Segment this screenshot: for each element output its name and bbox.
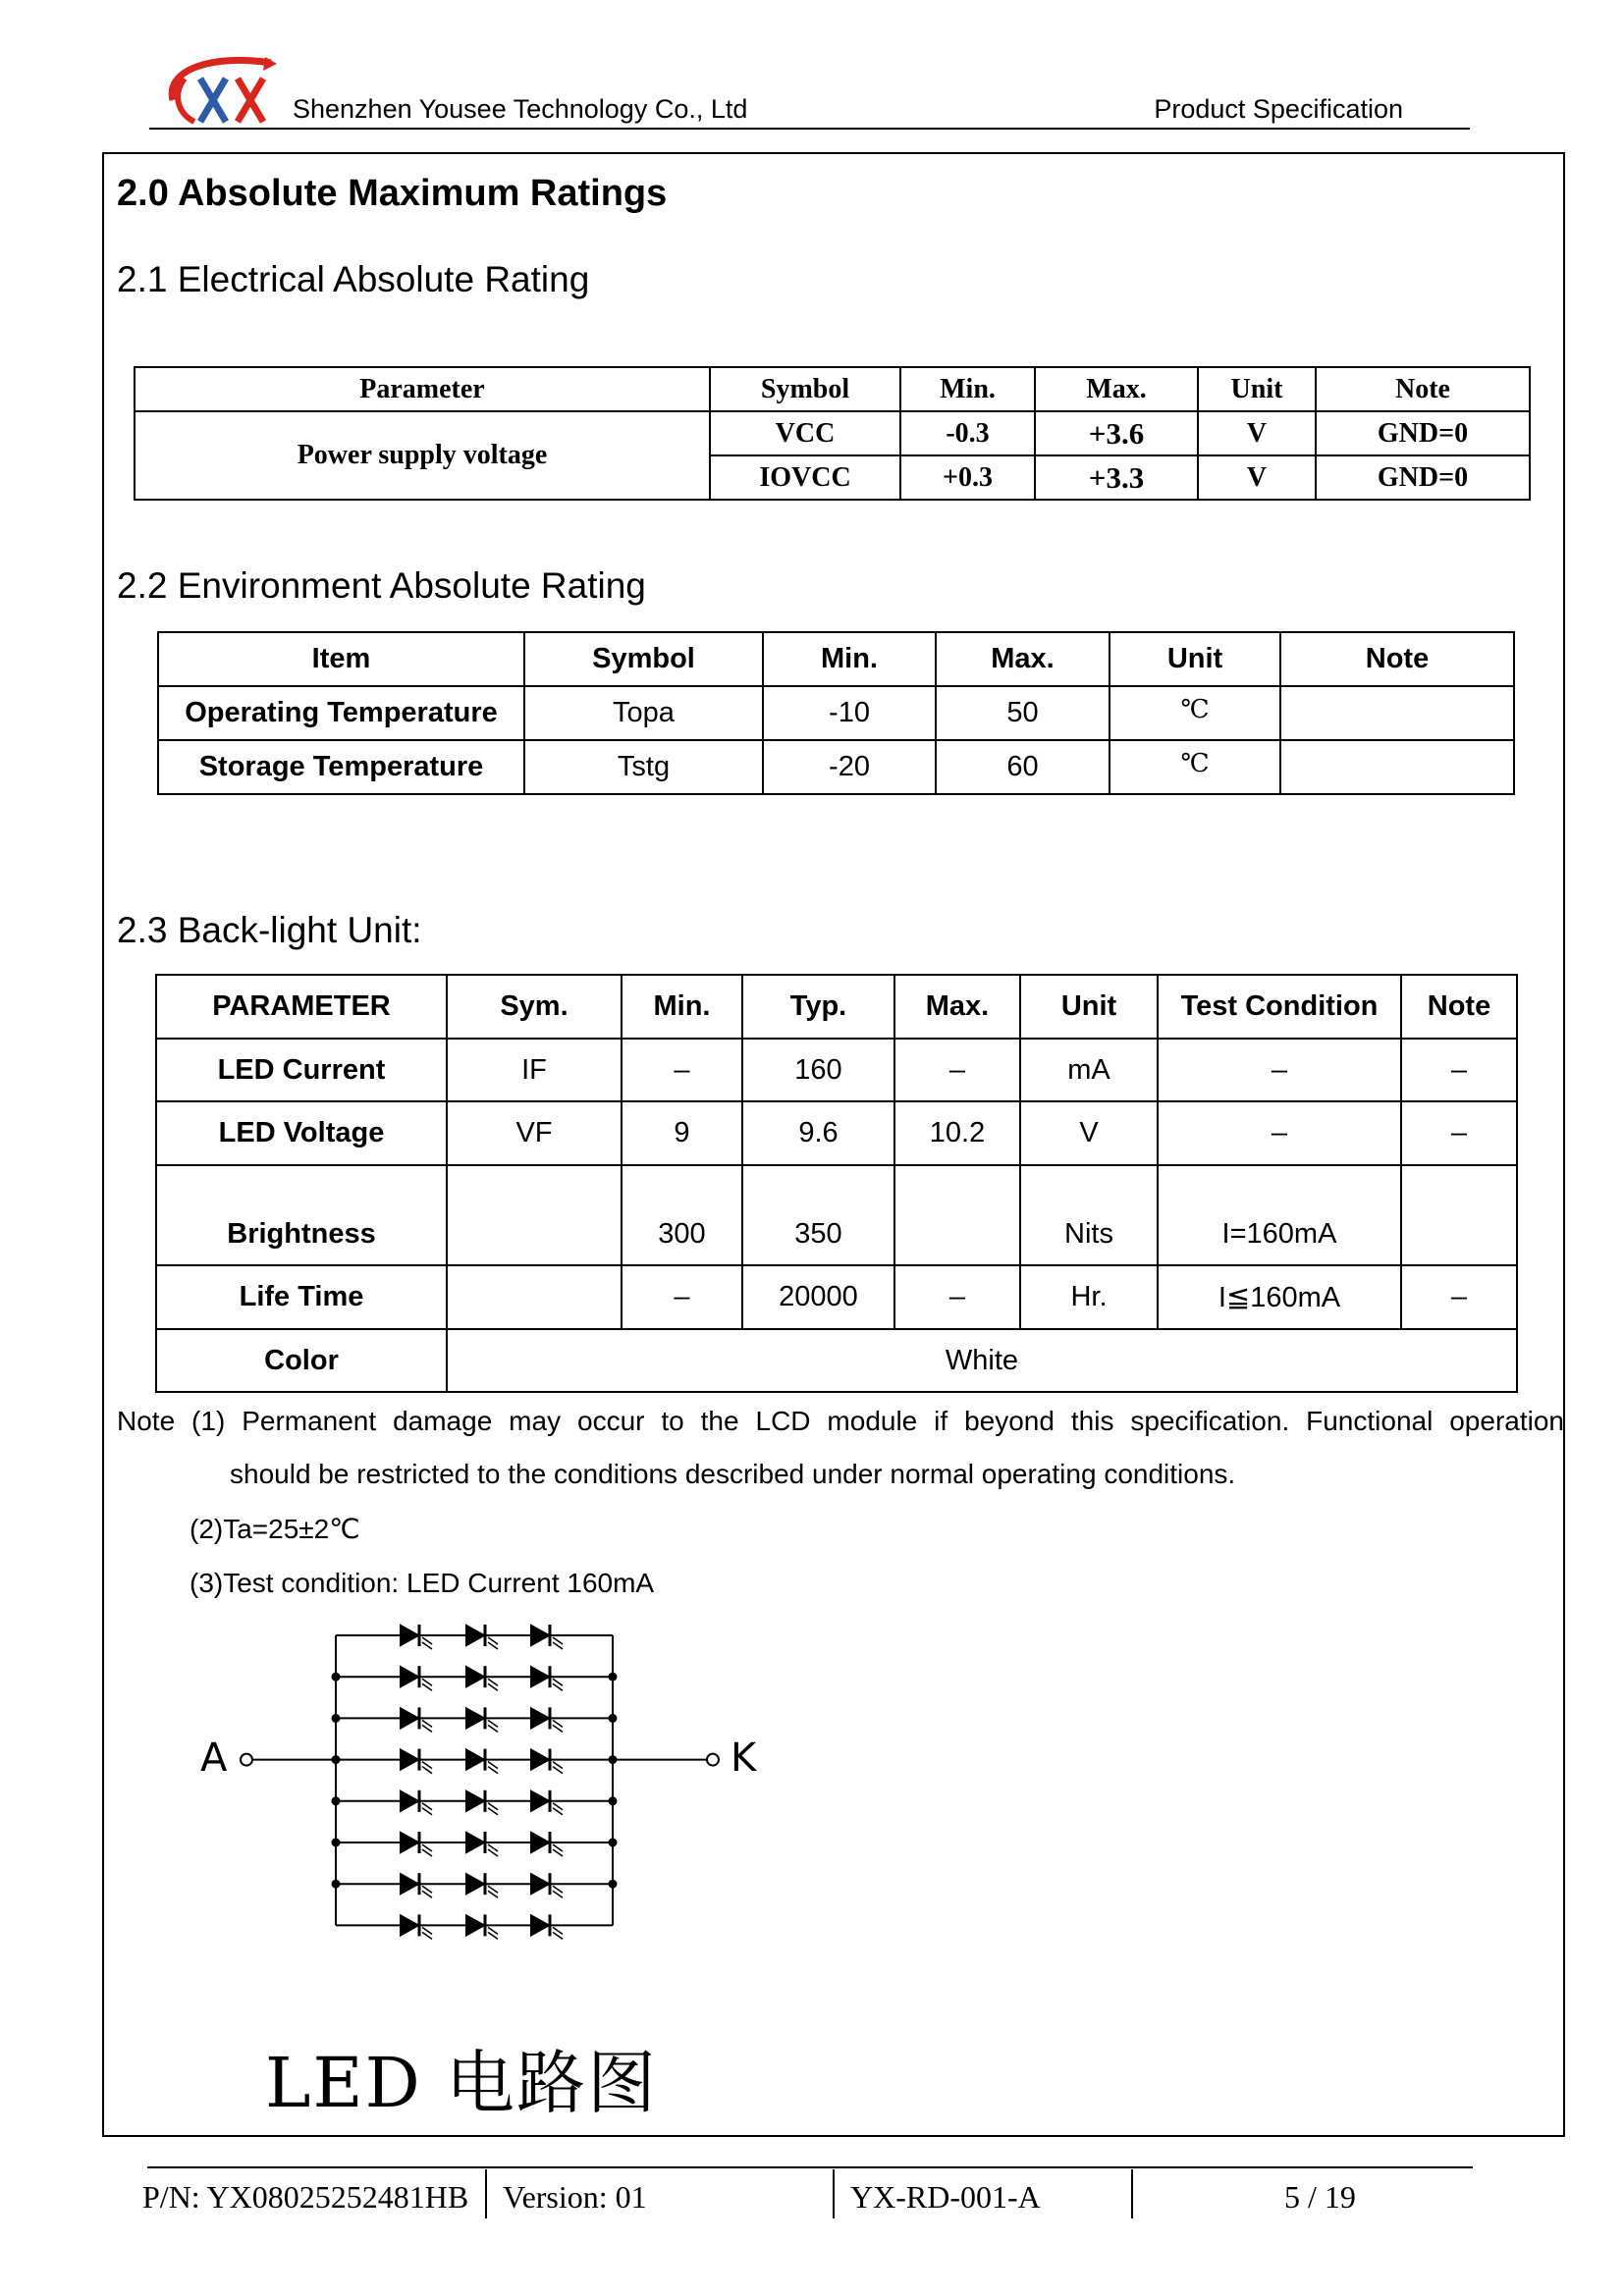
col-header: Unit <box>1110 632 1280 686</box>
col-header: Max. <box>894 975 1020 1039</box>
led-diode-icon <box>401 1874 418 1894</box>
unit-cell: V <box>1020 1101 1158 1165</box>
led-diode-icon <box>531 1915 549 1935</box>
symbol-cell: Topa <box>524 686 763 740</box>
junction-dot <box>610 1715 617 1722</box>
parameter-cell: Power supply voltage <box>135 411 710 500</box>
col-header: Parameter <box>135 367 710 411</box>
note-cell <box>1280 686 1514 740</box>
led-diode-icon <box>466 1750 484 1770</box>
col-header: Test Condition <box>1158 975 1401 1039</box>
junction-dot <box>610 1756 617 1763</box>
table-header-row <box>156 975 1517 1039</box>
table-row <box>156 1101 1517 1165</box>
led-diode-icon <box>401 1667 418 1686</box>
led-diode-icon <box>401 1750 418 1770</box>
anode-terminal <box>241 1754 252 1766</box>
circuit-title: LED 电路图 <box>265 2043 658 2123</box>
col-header: Min. <box>622 975 742 1039</box>
footer-divider <box>147 2166 1473 2168</box>
max-cell: 60 <box>936 740 1110 794</box>
subsection-backlight: 2.3 Back-light Unit: <box>117 910 422 950</box>
junction-dot <box>333 1840 340 1846</box>
col-header: Symbol <box>710 367 900 411</box>
document-type: Product Specification <box>1154 94 1403 124</box>
unit-cell: ℃ <box>1110 686 1280 740</box>
table-row <box>156 1165 1517 1265</box>
symbol-cell: VCC <box>710 411 900 455</box>
unit-cell: mA <box>1020 1039 1158 1101</box>
footer-separator <box>1131 2169 1133 2218</box>
note-cell <box>1280 740 1514 794</box>
min-cell: -10 <box>763 686 936 740</box>
col-header: Note <box>1316 367 1530 411</box>
sym-cell: VF <box>447 1101 622 1165</box>
led-diode-icon <box>531 1667 549 1686</box>
table-row <box>156 1039 1517 1101</box>
min-cell: 300 <box>622 1165 742 1265</box>
junction-dot <box>333 1756 340 1763</box>
led-diode-icon <box>466 1667 484 1686</box>
col-header: Max. <box>1035 367 1198 411</box>
cond-cell: – <box>1158 1039 1401 1101</box>
item-cell: Storage Temperature <box>158 740 524 794</box>
table-header-row <box>158 632 1514 686</box>
led-diode-icon <box>531 1750 549 1770</box>
color-value-cell: White <box>447 1329 1517 1392</box>
min-cell: – <box>622 1265 742 1329</box>
subsection-environment: 2.2 Environment Absolute Rating <box>117 565 646 606</box>
note-cell <box>1401 1165 1517 1265</box>
led-diode-icon <box>466 1874 484 1894</box>
col-header: Symbol <box>524 632 763 686</box>
col-header: Min. <box>763 632 936 686</box>
led-diode-icon <box>531 1708 549 1728</box>
unit-cell: V <box>1198 411 1316 455</box>
table-header-row <box>135 367 1530 411</box>
junction-dot <box>610 1797 617 1804</box>
param-cell: LED Voltage <box>156 1101 447 1165</box>
led-diode-icon <box>401 1626 418 1645</box>
max-cell: – <box>894 1265 1020 1329</box>
max-cell <box>894 1165 1020 1265</box>
max-cell: 10.2 <box>894 1101 1020 1165</box>
backlight-table <box>155 974 1518 1393</box>
param-cell: LED Current <box>156 1039 447 1101</box>
cathode-terminal <box>707 1754 719 1766</box>
col-header: Unit <box>1198 367 1316 411</box>
param-cell: Life Time <box>156 1265 447 1329</box>
junction-dot <box>333 1797 340 1804</box>
company-logo <box>155 49 293 128</box>
table-row <box>156 1265 1517 1329</box>
min-cell: -20 <box>763 740 936 794</box>
table-row <box>135 411 1530 455</box>
max-cell: +3.3 <box>1035 455 1198 500</box>
col-header: Note <box>1401 975 1517 1039</box>
sym-cell: IF <box>447 1039 622 1101</box>
note-cell: – <box>1401 1101 1517 1165</box>
led-diode-icon <box>531 1833 549 1852</box>
led-circuit-diagram <box>192 1620 782 1953</box>
led-diode-icon <box>531 1791 549 1811</box>
junction-dot <box>333 1881 340 1888</box>
note-1-line-1: Note (1) Permanent damage may occur to the LCD module if beyond this specification. Functional operation <box>117 1406 1564 1436</box>
header-divider <box>149 128 1470 130</box>
max-cell: 50 <box>936 686 1110 740</box>
led-diode-icon <box>401 1708 418 1728</box>
electrical-rating-table <box>134 366 1531 501</box>
cond-cell: I≦160mA <box>1158 1265 1401 1329</box>
company-name: Shenzhen Yousee Technology Co., Ltd <box>293 94 748 124</box>
section-title: 2.0 Absolute Maximum Ratings <box>117 173 668 214</box>
min-cell: 9 <box>622 1101 742 1165</box>
environment-rating-table <box>157 631 1515 795</box>
min-cell: +0.3 <box>900 455 1035 500</box>
unit-cell: Hr. <box>1020 1265 1158 1329</box>
led-diode-icon <box>401 1833 418 1852</box>
unit-cell: V <box>1198 455 1316 500</box>
symbol-cell: IOVCC <box>710 455 900 500</box>
typ-cell: 20000 <box>742 1265 894 1329</box>
param-cell: Color <box>156 1329 447 1392</box>
footer-version: Version: 01 <box>503 2179 647 2215</box>
led-diode-icon <box>466 1915 484 1935</box>
footer-page-number: 5 / 19 <box>1284 2179 1356 2215</box>
sym-cell <box>447 1265 622 1329</box>
footer-part-number: P/N: YX08025252481HB <box>142 2179 469 2215</box>
sym-cell <box>447 1165 622 1265</box>
led-diode-icon <box>466 1626 484 1645</box>
junction-dot <box>333 1715 340 1722</box>
col-header: PARAMETER <box>156 975 447 1039</box>
junction-dot <box>333 1674 340 1681</box>
junction-dot <box>610 1840 617 1846</box>
led-diode-icon <box>531 1874 549 1894</box>
col-header: Sym. <box>447 975 622 1039</box>
note-cell: – <box>1401 1265 1517 1329</box>
symbol-cell: Tstg <box>524 740 763 794</box>
col-header: Typ. <box>742 975 894 1039</box>
cathode-label: K <box>731 1735 757 1781</box>
unit-cell: Nits <box>1020 1165 1158 1265</box>
col-header: Note <box>1280 632 1514 686</box>
col-header: Unit <box>1020 975 1158 1039</box>
led-diode-icon <box>466 1833 484 1852</box>
note-3: (3)Test condition: LED Current 160mA <box>189 1568 655 1598</box>
max-cell: +3.6 <box>1035 411 1198 455</box>
note-2: (2)Ta=25±2℃ <box>189 1514 360 1544</box>
note-cell: – <box>1401 1039 1517 1101</box>
col-header: Min. <box>900 367 1035 411</box>
cond-cell: I=160mA <box>1158 1165 1401 1265</box>
footer-separator <box>485 2169 487 2218</box>
subsection-electrical: 2.1 Electrical Absolute Rating <box>117 259 590 299</box>
unit-cell: ℃ <box>1110 740 1280 794</box>
cond-cell: – <box>1158 1101 1401 1165</box>
anode-label: A <box>200 1735 228 1781</box>
min-cell: -0.3 <box>900 411 1035 455</box>
junction-dot <box>610 1674 617 1681</box>
item-cell: Operating Temperature <box>158 686 524 740</box>
footer-doc-code: YX-RD-001-A <box>850 2179 1041 2215</box>
param-cell: Brightness <box>156 1165 447 1265</box>
max-cell: – <box>894 1039 1020 1101</box>
min-cell: – <box>622 1039 742 1101</box>
led-diode-icon <box>466 1791 484 1811</box>
led-diode-icon <box>466 1708 484 1728</box>
footer-separator <box>833 2169 835 2218</box>
col-header: Max. <box>936 632 1110 686</box>
junction-dot <box>610 1881 617 1888</box>
typ-cell: 9.6 <box>742 1101 894 1165</box>
note-cell: GND=0 <box>1316 455 1530 500</box>
led-diode-icon <box>401 1915 418 1935</box>
note-cell: GND=0 <box>1316 411 1530 455</box>
typ-cell: 160 <box>742 1039 894 1101</box>
col-header: Item <box>158 632 524 686</box>
table-row <box>158 686 1514 740</box>
table-row <box>158 740 1514 794</box>
led-diode-icon <box>531 1626 549 1645</box>
led-diode-icon <box>401 1791 418 1811</box>
note-1-line-2: should be restricted to the conditions described under normal operating conditions. <box>230 1459 1236 1489</box>
typ-cell: 350 <box>742 1165 894 1265</box>
table-row <box>156 1329 1517 1392</box>
